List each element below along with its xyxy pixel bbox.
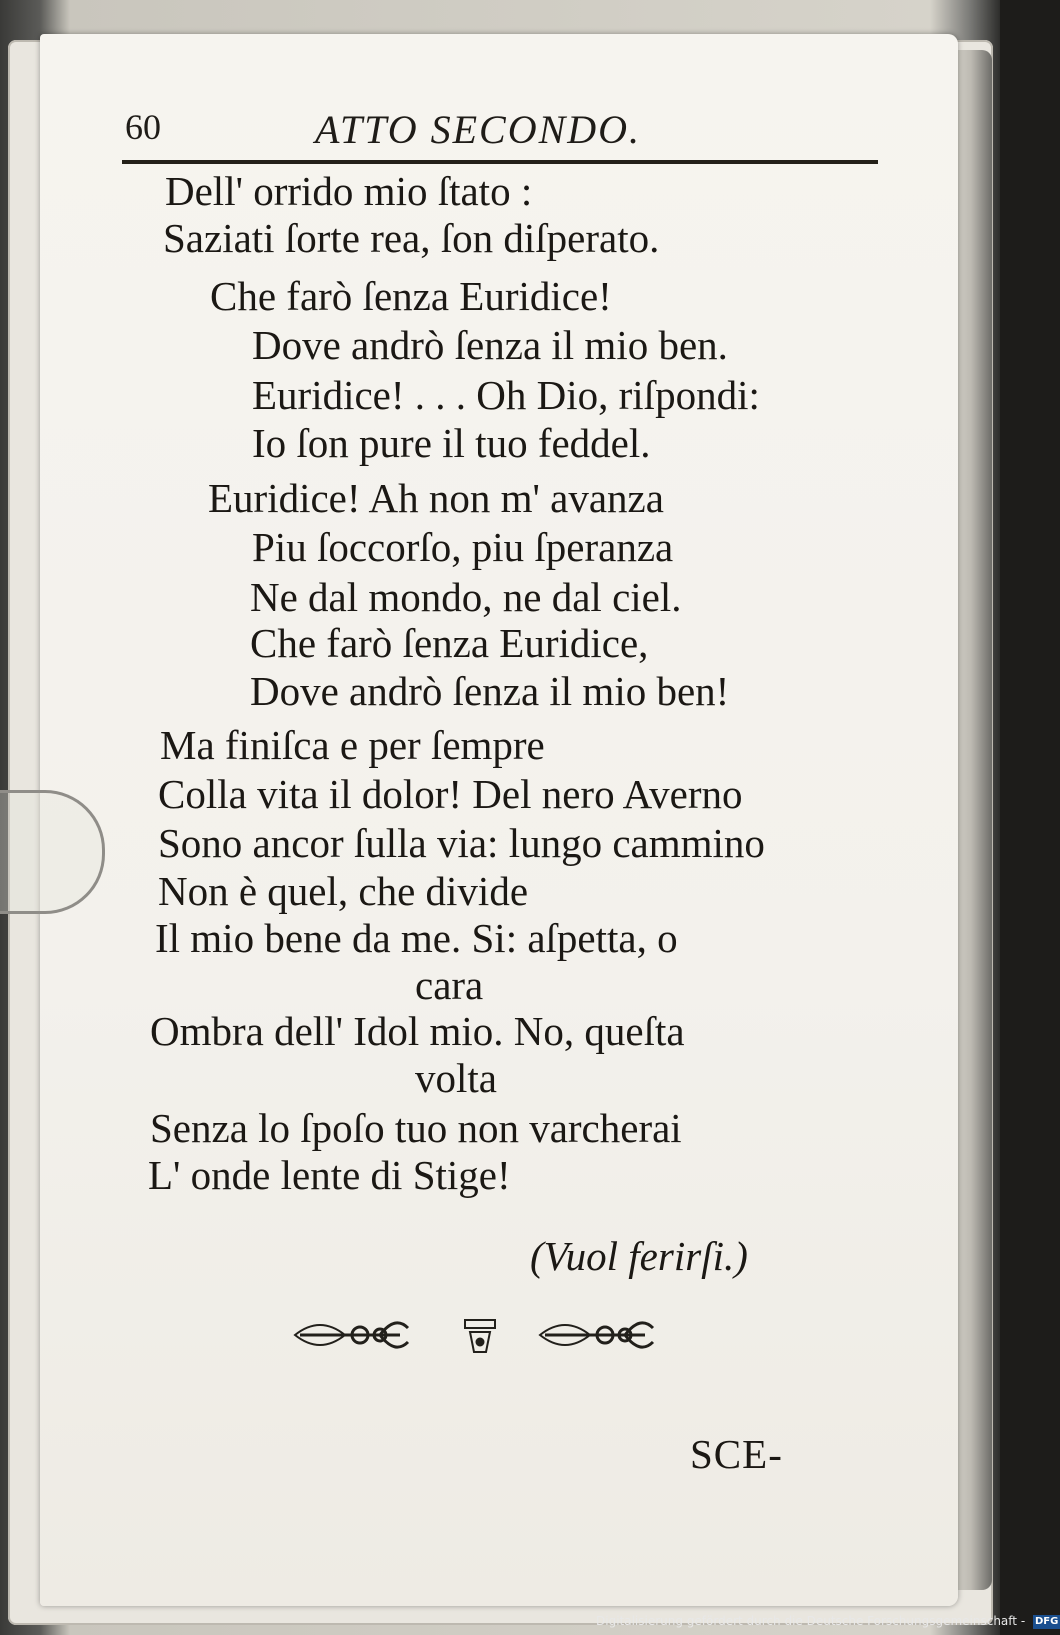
text-line: Dove andrò ſenza il mio ben. (252, 322, 728, 368)
digitization-footer (596, 1614, 1060, 1632)
dfg-logo: DFG (1034, 1615, 1059, 1627)
text-line: Ombra dell' Idol mio. No, queſta (150, 1008, 685, 1054)
text-line: Che farò ſenza Euridice, (250, 620, 649, 666)
text-line: Io ſon pure il tuo feddel. (252, 420, 651, 466)
text-line: Senza lo ſpoſo tuo non varcherai (150, 1105, 682, 1151)
floral-ornament (290, 1310, 700, 1360)
text-line: Il mio bene da me. Si: aſpetta, o (155, 915, 678, 961)
stage-direction: (Vuol ferirſi.) (530, 1233, 748, 1279)
text-line: Non è quel, che divide (158, 868, 529, 914)
text-line: volta (415, 1055, 497, 1101)
text-line: Che farò ſenza Euridice! (210, 273, 612, 319)
text-line: Euridice! . . . Oh Dio, riſpondi: (252, 372, 760, 418)
text-line: Piu ſoccorſo, piu ſperanza (252, 524, 674, 570)
running-head: ATTO SECONDO. (315, 107, 642, 152)
text-line: Colla vita il dolor! Del nero Averno (158, 771, 743, 817)
text-line: cara (415, 962, 484, 1008)
text-line: Ma finiſca e per ſempre (160, 722, 545, 768)
footer-credit: Digitalisierung gefördert durch die Deutsche Forschungsgemeinschaft - (596, 1614, 1026, 1628)
text-line: L' onde lente di Stige! (148, 1152, 511, 1198)
catchword: SCE- (690, 1431, 783, 1477)
text-line: Sono ancor ſulla via: lungo cammino (158, 820, 765, 866)
text-line: Dell' orrido mio ſtato : (165, 168, 533, 214)
text-line: Euridice! Ah non m' avanza (208, 475, 664, 521)
page-number: 60 (125, 107, 161, 147)
text-line: Dove andrò ſenza il mio ben! (250, 668, 730, 714)
text-line: Saziati ſorte rea, ſon diſperato. (163, 215, 660, 261)
text-line: Ne dal mondo, ne dal ciel. (250, 574, 682, 620)
